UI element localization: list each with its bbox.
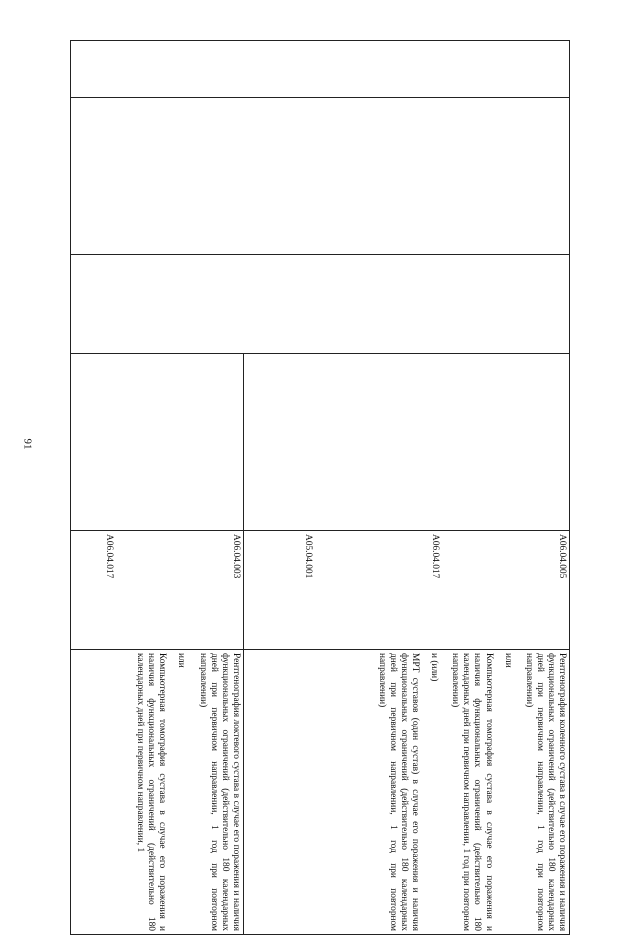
service-code: A06.04.017 — [429, 534, 440, 579]
service-description: Рентгенография коленного сустава в случае его поражения и наличия функциональных ограничений (действительно 180 календарных дней при первичном направлении, 1 год при повторном направлении) — [523, 653, 567, 931]
empty-cell-2 — [71, 98, 570, 255]
service-description: Компьютерная томография сустава в случае его поражения и наличия функциональных ограничений (действительно 180 календарных дней при первичном направлении, 1 год при повторном направлении) — [450, 653, 494, 931]
table-row — [243, 41, 569, 935]
rotated-table-container — [70, 40, 570, 931]
service-code: A05.04.001 — [302, 534, 313, 579]
code-cell — [71, 531, 244, 650]
empty-cell-4 — [243, 354, 569, 531]
separator-text: или — [176, 653, 187, 668]
service-description: Рентгенография локтевого сустава в случае его поражения и наличия функциональных ограничений (действительно 180 календарных дней при первичном направлении, 1 год при повторном направлении) — [197, 653, 241, 931]
services-table — [70, 40, 570, 935]
service-code: A06.04.017 — [103, 534, 114, 579]
service-code: A06.04.003 — [230, 534, 241, 579]
service-code: A06.04.005 — [557, 534, 567, 579]
service-cell — [243, 650, 569, 935]
empty-cell-1 — [71, 41, 570, 98]
service-description: Компьютерная томография сустава в случае его поражения и наличия функциональных ограничений (действительно 180 календарных дней при первичном направлении, 1 — [135, 653, 168, 931]
service-description: МРТ суставов (один сустав) в случае его поражения и наличия функциональных ограничений (действительно 180 календарных дней при первичном направлении, 1 год при повторном направлении) — [376, 653, 421, 931]
empty-cell-4b — [71, 354, 244, 531]
empty-cell-3 — [71, 255, 570, 354]
separator-text: или — [502, 653, 513, 668]
separator-text: и (или) — [429, 653, 440, 682]
page-number: 91 — [21, 438, 34, 450]
code-cell — [243, 531, 569, 650]
service-cell — [71, 650, 244, 935]
